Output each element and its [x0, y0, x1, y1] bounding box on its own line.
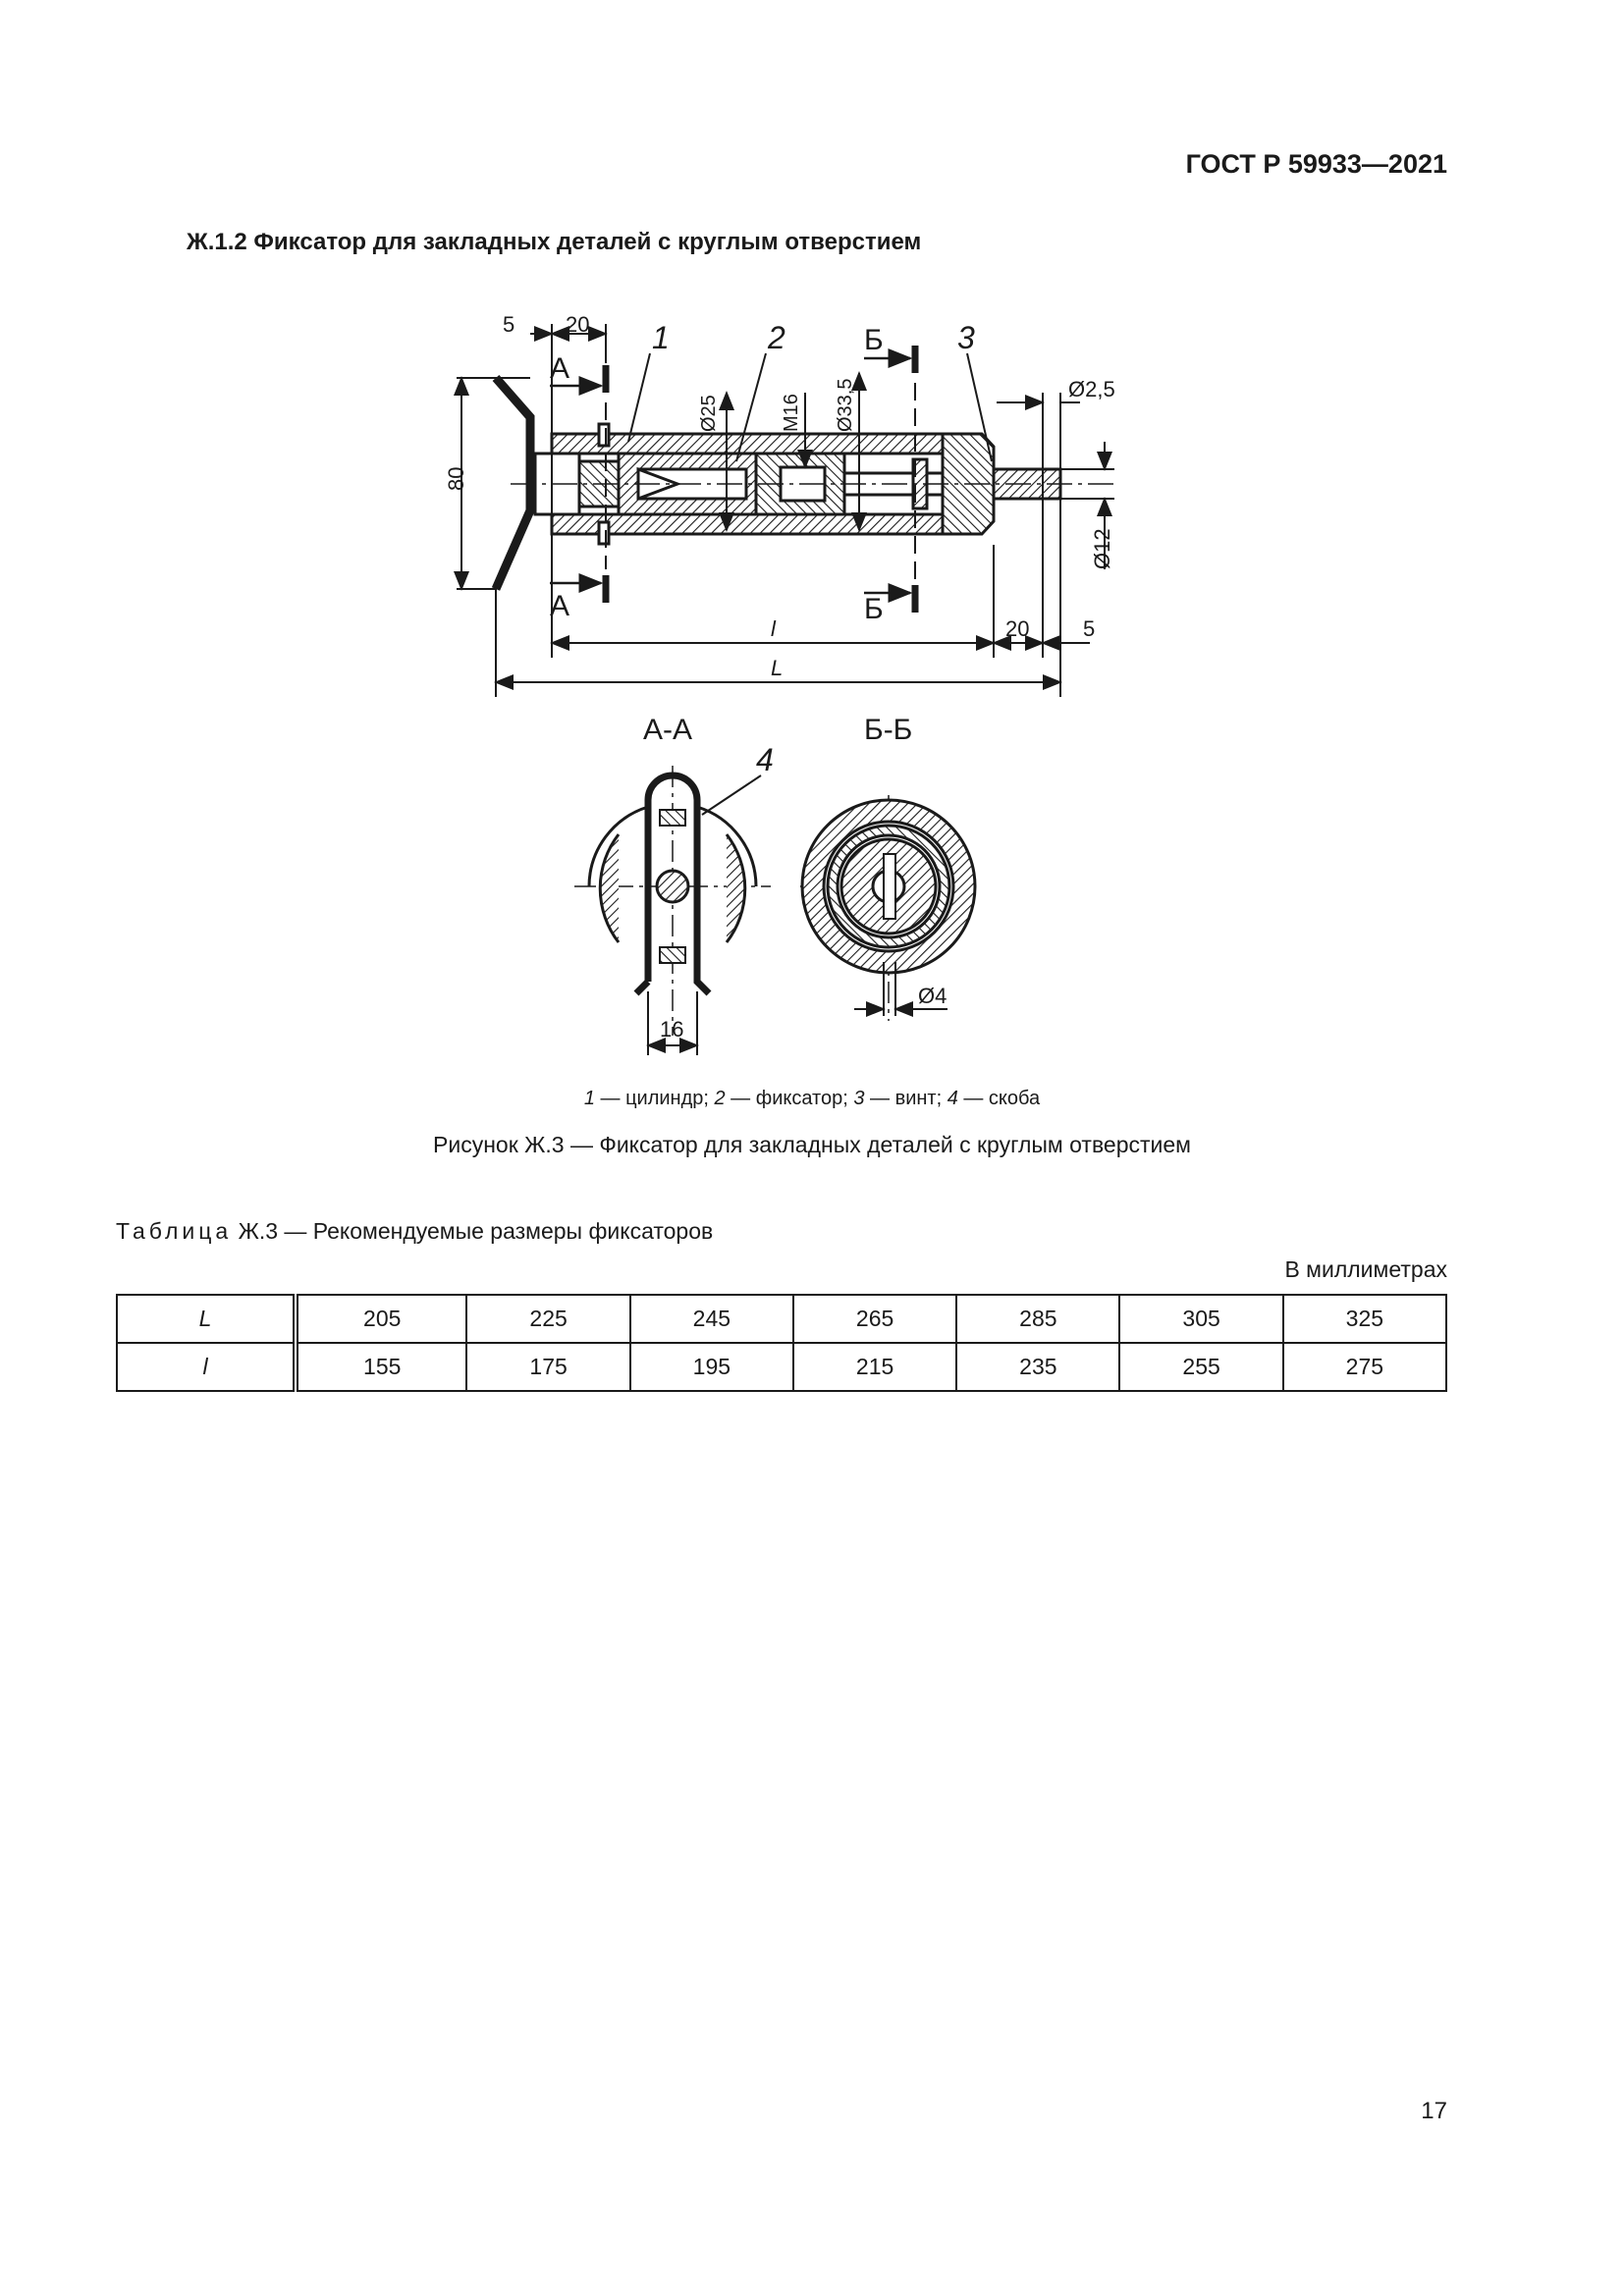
figure-legend	[0, 1088, 1624, 1110]
legend-text-2: — фиксатор;	[725, 1088, 854, 1109]
callout-1: 1	[652, 320, 670, 355]
table-title-word: Таблица	[116, 1218, 233, 1244]
callout-3: 3	[957, 320, 975, 355]
table-row	[117, 1295, 1446, 1343]
table-cell: 205	[296, 1295, 466, 1343]
dimensions-table	[116, 1294, 1447, 1392]
table-cell: 285	[956, 1295, 1119, 1343]
callout-4: 4	[756, 742, 774, 777]
callout-2: 2	[768, 320, 785, 355]
dim-d4: Ø4	[918, 984, 947, 1008]
figure-caption: Рисунок Ж.3 — Фиксатор для закладных деталей с круглым отверстием	[433, 1132, 1191, 1157]
dim-L: L	[771, 656, 784, 680]
table-cell: 255	[1119, 1343, 1282, 1391]
units-note: В миллиметрах	[1284, 1256, 1447, 1282]
table-title-rest: Ж.3 — Рекомендуемые размеры фиксаторов	[232, 1218, 714, 1244]
dim-20-top: 20	[566, 312, 590, 337]
row-header: l	[117, 1343, 296, 1391]
dim-20-bottom: 20	[1005, 616, 1030, 641]
dim-16: 16	[660, 1017, 684, 1041]
dim-m16: М16	[781, 394, 802, 432]
table-cell: 195	[630, 1343, 793, 1391]
legend-number-3: 3	[853, 1088, 865, 1109]
section-label-b-top: Б	[864, 324, 884, 356]
standard-number: ГОСТ Р 59933—2021	[1185, 149, 1447, 179]
table-cell: 215	[793, 1343, 956, 1391]
view-a-a-label: А-А	[643, 714, 693, 746]
technical-drawing	[0, 0, 1624, 1080]
dim-80: 80	[444, 466, 468, 491]
dim-l: l	[771, 616, 776, 641]
table-cell: 235	[956, 1343, 1119, 1391]
legend-number-2: 2	[714, 1088, 726, 1109]
table-cell: 305	[1119, 1295, 1282, 1343]
dim-5-top: 5	[503, 312, 515, 337]
table-row	[117, 1343, 1446, 1391]
view-b-b	[800, 795, 977, 1021]
legend-number-1: 1	[583, 1088, 595, 1109]
legend-text-1: — цилиндр;	[594, 1088, 715, 1109]
table-cell: 325	[1283, 1295, 1446, 1343]
section-label-b-bottom: Б	[864, 593, 884, 625]
legend-number-4: 4	[947, 1088, 958, 1109]
section-label-a-bottom: А	[550, 590, 570, 622]
table-cell: 265	[793, 1295, 956, 1343]
dim-d33-5: Ø33,5	[835, 378, 856, 432]
view-b-b-label: Б-Б	[864, 714, 913, 746]
dim-d12: Ø12	[1090, 528, 1114, 569]
row-header: L	[117, 1295, 296, 1343]
table-cell: 275	[1283, 1343, 1446, 1391]
table-cell: 225	[466, 1295, 629, 1343]
view-a-a	[574, 766, 771, 1055]
page-number: 17	[1421, 2098, 1447, 2124]
dim-5-bottom: 5	[1083, 616, 1096, 641]
section-heading: Ж.1.2 Фиксатор для закладных деталей с круглым отверстием	[187, 229, 922, 255]
legend-text-3: — винт;	[864, 1088, 947, 1109]
table-cell: 245	[630, 1295, 793, 1343]
table-cell: 155	[296, 1343, 466, 1391]
dim-d25: Ø25	[698, 395, 720, 432]
table-cell: 175	[466, 1343, 629, 1391]
legend-text-4: — скоба	[957, 1088, 1041, 1109]
section-label-a-top: А	[550, 352, 570, 385]
dim-d2-5: Ø2,5	[1068, 377, 1115, 401]
table-title	[116, 1218, 713, 1245]
